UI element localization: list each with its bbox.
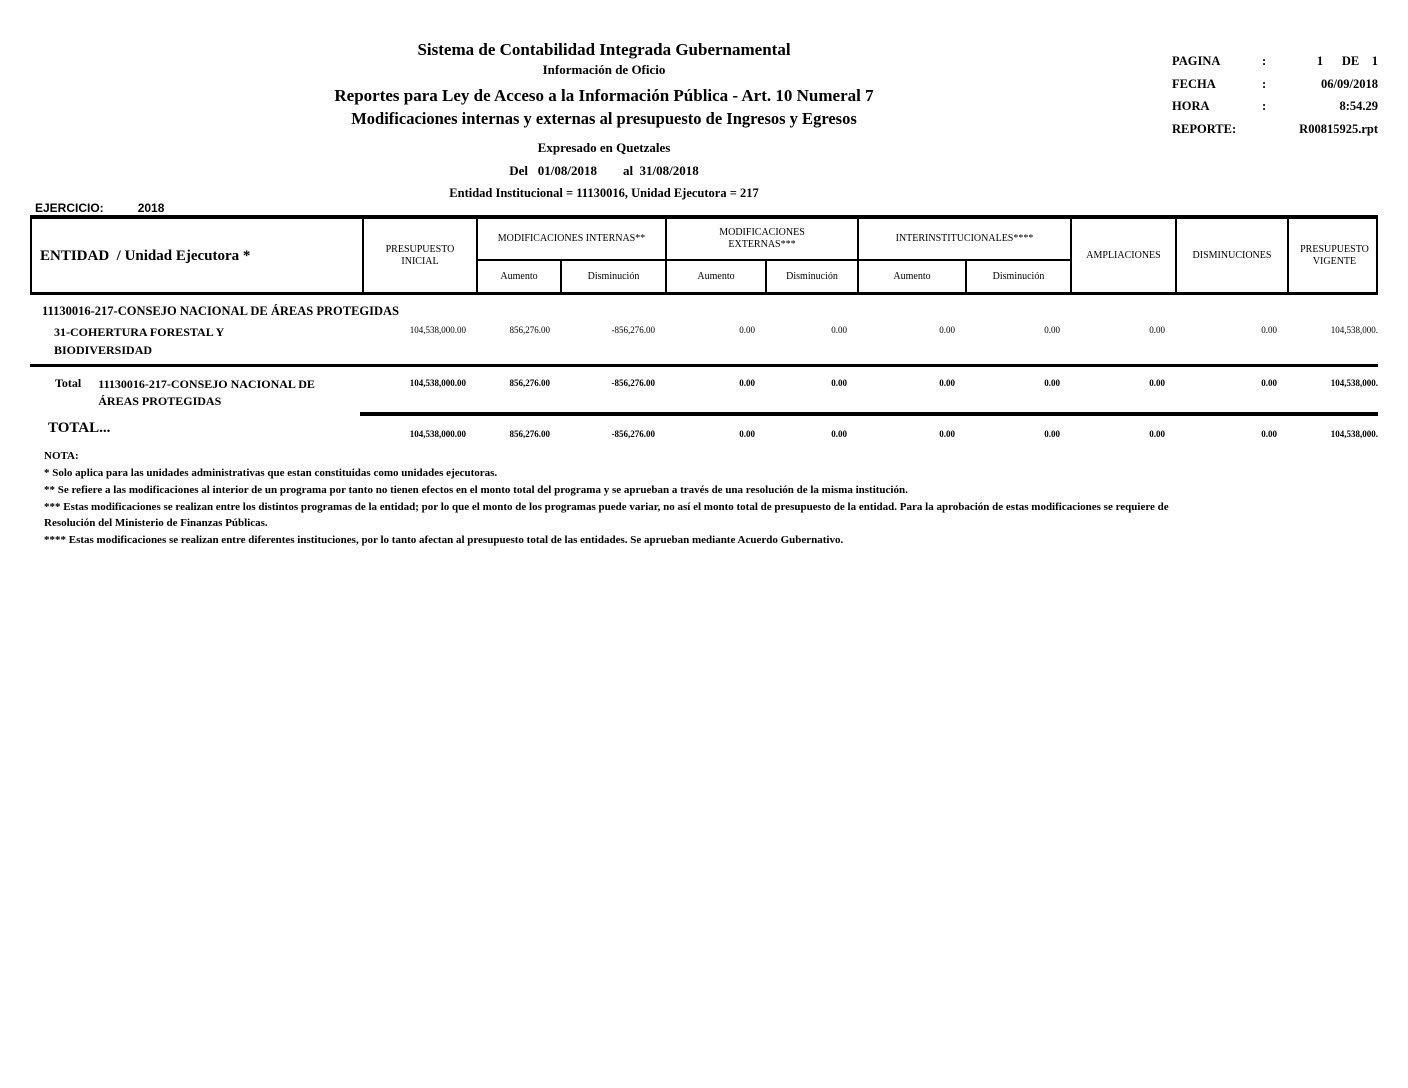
entity-total-label: Total [55,376,82,390]
col-header-internas-disminucion: Disminución [560,261,665,292]
total-externas-disminucion: 0.00 [831,378,847,388]
col-header-internas-aumento: Aumento [476,261,560,292]
total-presupuesto-inicial: 104,538,000.00 [409,378,466,388]
ejercicio-value: 2018 [137,201,165,215]
divider-under-total-row [360,412,1378,416]
grand-total-label: TOTAL... [48,420,111,436]
grand-presupuesto-inicial: 104,538,000.00 [409,429,466,439]
grand-ampliaciones: 0.00 [1149,429,1165,439]
program-row [30,321,1378,363]
fecha-value: 06/09/2018 [1321,76,1378,91]
program-presupuesto-inicial: 104,538,000.00 [409,325,466,335]
total-externas-aumento: 0.00 [739,378,755,388]
grand-interinst-disminucion: 0.00 [1044,429,1060,439]
table-header [30,215,1378,295]
program-internas-disminucion: -856,276.00 [611,325,655,335]
note-2: ** Se refiere a las modificaciones al interior de un programa por tanto no tienen efectos en el monto total del programa y se aprueban a través de una resolución de la misma institución. [44,483,908,496]
report-title: Reportes para Ley de Acceso a la Información Pública - Art. 10 Numeral 7 [334,86,874,105]
col-header-presupuesto-vigente: PRESUPUESTO VIGENTE [1287,219,1380,292]
total-ampliaciones: 0.00 [1149,378,1165,388]
program-interinst-aumento: 0.00 [939,325,955,335]
fecha-separator: : [1262,76,1267,91]
ejercicio-line [35,201,164,215]
total-internas-disminucion: -856,276.00 [611,378,655,388]
report-header [2,40,1206,201]
grand-disminuciones: 0.00 [1261,429,1277,439]
period-line: Del 01/08/2018 al 31/08/2018 [509,163,699,178]
fecha-label: FECHA [1172,76,1216,91]
col-header-presupuesto-inicial: PRESUPUESTO INICIAL [362,219,476,292]
note-3: *** Estas modificaciones se realizan entre los distintos programas de la entidad; por lo que el monto de los programas puede variar, no así el monto total de presupuesto de la entidad. Para la aprobación de estas modificaciones se requiere de Resolución del Ministerio de Finanzas Públicas. [44,500,1169,529]
program-ampliaciones: 0.00 [1149,325,1165,335]
grand-total-row [30,417,1378,439]
col-header-modificaciones-internas: MODIFICACIONES INTERNAS** [476,219,665,261]
program-internas-aumento: 856,276.00 [509,325,550,335]
program-interinst-disminucion: 0.00 [1044,325,1060,335]
meta-row-pagina [1172,54,1378,69]
currency-note: Expresado en Quetzales [537,140,671,155]
meta-row-reporte [1172,122,1378,137]
entity-total-row [30,367,1378,410]
col-header-externas-aumento: Aumento [665,261,765,292]
grand-presupuesto-vigente: 104,538,000. [1330,429,1378,439]
meta-row-fecha [1172,77,1378,92]
reporte-separator [1262,122,1280,137]
reporte-label: REPORTE: [1172,121,1237,136]
total-presupuesto-vigente: 104,538,000. [1330,378,1378,388]
hora-label: HORA [1172,99,1210,113]
entity-total-name: 11130016-217-CONSEJO NACIONAL DE ÁREAS PROTEGIDAS [98,377,315,408]
col-header-entidad: ENTIDAD / Unidad Ejecutora * [40,247,251,264]
program-externas-disminucion: 0.00 [831,325,847,335]
pagina-label: PAGINA [1172,54,1221,68]
report-subtitle: Modificaciones internas y externas al presupuesto de Ingresos y Egresos [351,109,857,128]
col-header-ampliaciones: AMPLIACIONES [1070,219,1175,292]
reporte-value: R00815925.rpt [1299,121,1378,136]
hora-value: 8:54.29 [1339,99,1378,113]
program-externas-aumento: 0.00 [739,325,755,335]
col-header-interinst-disminucion: Disminución [965,261,1070,292]
ejercicio-label: EJERCICIO: [35,201,104,215]
grand-internas-disminucion: -856,276.00 [611,429,655,439]
total-disminuciones: 0.00 [1261,378,1277,388]
hora-separator: : [1262,99,1267,113]
budget-modifications-table [30,215,1378,439]
program-name-cell [30,321,360,359]
entity-group-row: 11130016-217-CONSEJO NACIONAL DE ÁREAS PROTEGIDAS [42,304,399,318]
total-interinst-disminucion: 0.00 [1044,378,1060,388]
grand-internas-aumento: 856,276.00 [509,429,550,439]
meta-row-hora [1172,99,1378,114]
note-1: * Solo aplica para las unidades administrativas que estan constituidas como unidades ejecutoras. [44,466,498,479]
notes-title: NOTA: [44,449,79,462]
col-header-disminuciones: DISMINUCIONES [1175,219,1287,292]
entity-filter-line: Entidad Institucional = 11130016, Unidad Ejecutora = 217 [449,186,759,200]
col-header-interinst-aumento: Aumento [857,261,965,292]
pagina-separator: : [1262,54,1267,68]
grand-externas-disminucion: 0.00 [831,429,847,439]
page-meta-block [1172,54,1378,144]
system-title: Sistema de Contabilidad Integrada Gubernamental [417,40,791,59]
grand-interinst-aumento: 0.00 [939,429,955,439]
entity-total-name-cell [30,367,360,410]
col-header-externas-disminucion: Disminución [765,261,857,292]
col-header-interinstitucionales: INTERINSTITUCIONALES**** [857,219,1070,261]
program-presupuesto-vigente: 104,538,000. [1330,325,1378,335]
pagina-value: 1 DE 1 [1316,54,1378,68]
note-4: **** Estas modificaciones se realizan entre diferentes instituciones, por lo tanto afectan al presupuesto total de las entidades. Se aprueban mediante Acuerdo Gubernativo. [44,534,844,546]
subtitle: Información de Oficio [542,62,666,77]
grand-externas-aumento: 0.00 [739,429,755,439]
program-name: 31-COHERTURA FORESTAL Y BIODIVERSIDAD [54,325,224,357]
footnotes [44,447,1199,549]
total-interinst-aumento: 0.00 [939,378,955,388]
program-disminuciones: 0.00 [1261,325,1277,335]
total-internas-aumento: 856,276.00 [509,378,550,388]
col-header-modificaciones-externas: MODIFICACIONES EXTERNAS*** [665,219,857,261]
